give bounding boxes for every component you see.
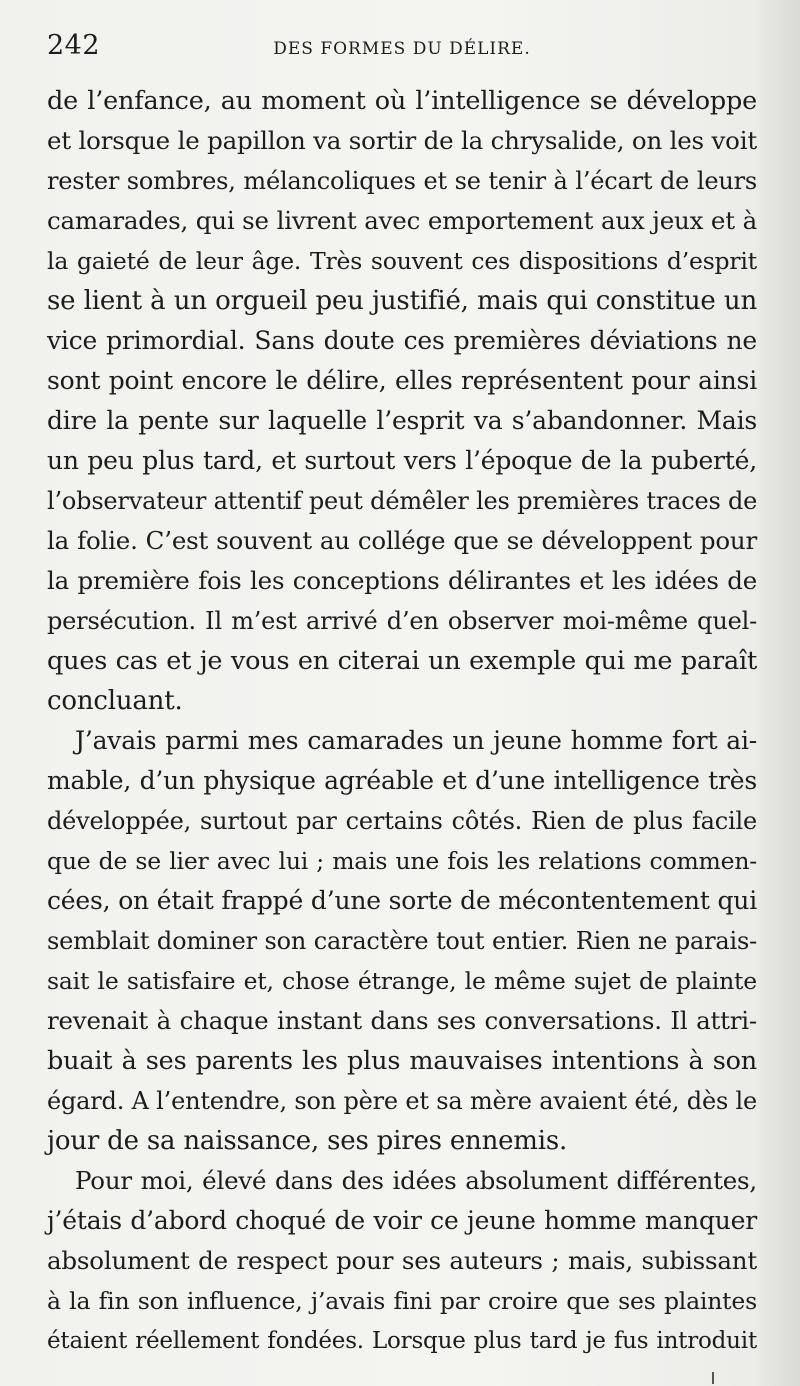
text-line: absolument de respect pour ses auteurs ; mais, subissant: [47, 1246, 757, 1275]
running-title: DES FORMES DU DÉLIRE.: [273, 39, 531, 59]
paragraph-1: [47, 81, 757, 721]
page-header: [47, 30, 757, 70]
text-line: développée, surtout par certains côtés. Rien de plus facile: [47, 807, 757, 835]
scan-edge-mark: [712, 1372, 714, 1384]
text-line: l’observateur attentif peut démêler les premières traces de: [47, 487, 758, 515]
text-line: ques cas et je vous en citerai un exemple qui me paraît: [47, 646, 757, 676]
text-line: se lient à un orgueil peu justifié, mais qui constitue un: [47, 286, 757, 316]
text-line: dire la pente sur laquelle l’esprit va s’abandonner. Mais: [47, 406, 757, 435]
text-line: concluant.: [47, 686, 183, 716]
paragraph-2: [47, 721, 757, 1161]
text-line: la folie. C’est souvent au collége que se développent pour: [47, 526, 757, 555]
text-line: jour de sa naissance, ses pires ennemis.: [47, 1126, 568, 1156]
text-line: rester sombres, mélancoliques et se tenir à l’écart de leurs: [47, 167, 757, 195]
text-line: à la fin son influence, j’avais fini par croire que ses plaintes: [47, 1287, 757, 1315]
text-line: cées, on était frappé d’une sorte de mécontentement qui: [47, 886, 757, 915]
page-number: 242: [47, 30, 101, 61]
text-line: égard. A l’entendre, son père et sa mère avaient été, dès le: [47, 1087, 757, 1115]
text-line: sont point encore le délire, elles représentent pour ainsi: [47, 366, 757, 395]
text-line: j’étais d’abord choqué de voir ce jeune homme manquer: [47, 1206, 757, 1235]
text-line: J’avais parmi mes camarades un jeune homme fort ai-: [75, 726, 757, 755]
text-line: vice primordial. Sans doute ces premières déviations ne: [47, 326, 757, 355]
text-line: persécution. Il m’est arrivé d’en observer moi-même quel-: [47, 607, 757, 635]
text-line: et lorsque le papillon va sortir de la chrysalide, on les voit: [47, 126, 757, 155]
text-line: camarades, qui se livrent avec emportement aux jeux et à: [47, 206, 757, 235]
text-line: sait le satisfaire et, chose étrange, le même sujet de plainte: [47, 967, 757, 995]
text-line: la gaieté de leur âge. Très souvent ces dispositions d’esprit: [47, 247, 757, 275]
text-line: Pour moi, élevé dans des idées absolument différentes,: [75, 1166, 757, 1195]
text-line: revenait à chaque instant dans ses conversations. Il attri-: [47, 1006, 757, 1035]
text-line: buait à ses parents les plus mauvaises intentions à son: [47, 1046, 757, 1076]
text-line: semblait dominer son caractère tout entier. Rien ne parais-: [47, 927, 757, 955]
text-line: étaient réellement fondées. Lorsque plus tard je fus introduit: [47, 1328, 757, 1354]
body-text: [47, 81, 757, 1361]
paragraph-3: [47, 1161, 757, 1361]
text-line: de l’enfance, au moment où l’intelligence se développe: [47, 86, 757, 116]
text-line: un peu plus tard, et surtout vers l’époque de la puberté,: [47, 446, 757, 475]
text-line: que de se lier avec lui ; mais une fois les relations commen-: [47, 847, 757, 875]
text-line: la première fois les conceptions délirantes et les idées de: [47, 566, 757, 595]
text-line: mable, d’un physique agréable et d’une intelligence très: [47, 766, 757, 795]
